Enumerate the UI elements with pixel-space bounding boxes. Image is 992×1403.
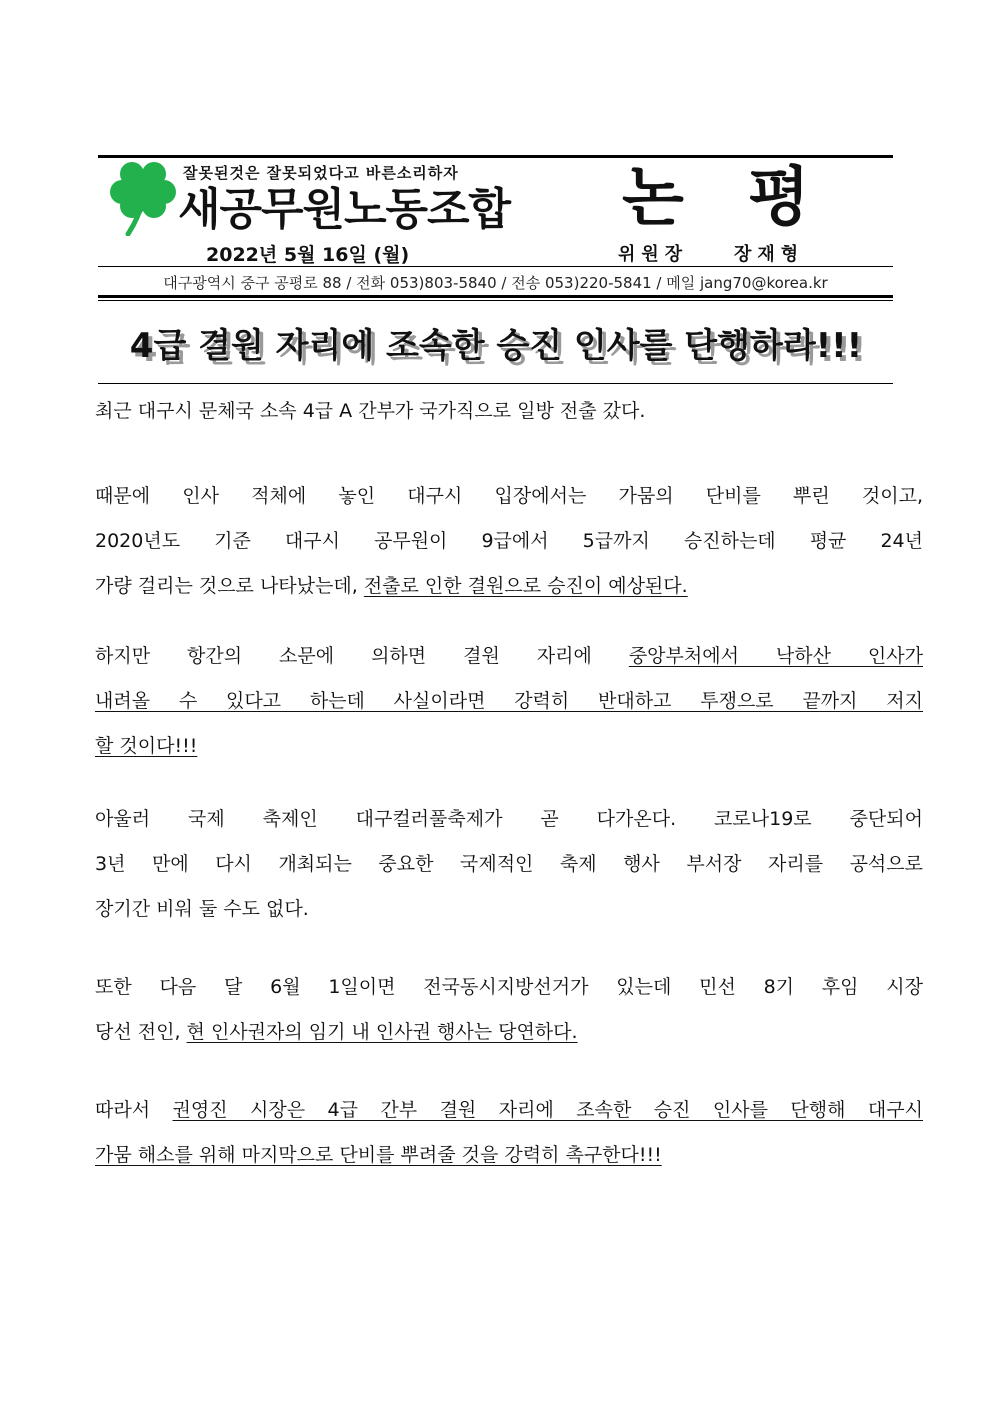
underlined-text: 중앙부처에서 낙하산 인사가	[628, 645, 923, 667]
underlined-text: 할 것이다!!!	[95, 735, 198, 757]
text-run: 따라서	[95, 1099, 173, 1121]
paragraph-line	[95, 1010, 923, 1055]
union-name: 새공무원노동조합	[178, 184, 511, 235]
paragraph-line	[95, 634, 923, 679]
contact-info: 대구광역시 중구 공평로 88 / 전화 053)803-5840 / 전송 053)220-5841 / 메일 jang70@korea.kr	[163, 274, 828, 292]
header-bottom-rule	[98, 295, 893, 298]
clover-icon	[110, 160, 176, 236]
text-run: 가량 걸리는 것으로 나타났는데,	[95, 575, 364, 597]
underlined-text: 현 인사권자의 임기 내 인사권 행사는 당연하다.	[186, 1021, 578, 1043]
paragraph-1	[95, 389, 923, 434]
underlined-text: 가뭄 해소를 위해 마지막으로 단비를 뿌려줄 것을 강력히 촉구한다!!!	[95, 1144, 662, 1166]
header-top-rule	[98, 155, 893, 158]
chairman-label: 위원장	[618, 244, 689, 265]
paragraph-line: 3년 만에 다시 개최되는 중요한 국제적인 축제 행사 부서장 자리를 공석으로	[95, 853, 923, 875]
underlined-text: 내려올 수 있다고 하는데 사실이라면 강력히 반대하고 투쟁으로 끝까지 저지	[95, 690, 923, 712]
paragraph-6	[95, 1088, 923, 1178]
text-run: 하지만 항간의 소문에 의하면 결원 자리에	[95, 645, 629, 667]
text-run: 당선 전인,	[95, 1021, 187, 1043]
underlined-text: 전출로 인한 결원으로 승진이 예상된다.	[363, 575, 688, 597]
paragraph-line: 때문에 인사 적체에 놓인 대구시 입장에서는 가뭄의 단비를 뿌린 것이고,	[95, 485, 923, 507]
issue-date: 2022년 5월 16일 (월)	[206, 244, 410, 266]
union-slogan: 잘못된것은 잘못되었다고 바른소리하자	[183, 164, 459, 182]
document-type: 논평	[622, 161, 874, 235]
paragraph-line: 최근 대구시 문체국 소속 4급 A 간부가 국가직으로 일방 전출 갔다.	[95, 400, 646, 422]
paragraph-4	[95, 797, 923, 932]
header-bottom-rule-thin	[98, 300, 893, 301]
paragraph-2	[95, 474, 923, 609]
paragraph-line	[95, 1133, 923, 1178]
paragraph-line: 장기간 비워 둘 수도 없다.	[95, 898, 309, 920]
underlined-text: 권영진 시장은 4급 간부 결원 자리에 조속한 승진 인사를 단행해 대구시	[172, 1099, 923, 1121]
headline-rule	[98, 383, 893, 384]
paragraph-line: 또한 다음 달 6월 1일이면 전국동시지방선거가 있는데 민선 8기 후임 시장	[95, 976, 923, 998]
paragraph-line	[95, 1088, 923, 1133]
paragraph-line	[95, 724, 923, 769]
paragraph-3	[95, 634, 923, 769]
headline: 4급 결원 자리에 조속한 승진 인사를 단행하라!!!	[129, 326, 863, 366]
paragraph-line	[95, 564, 923, 609]
chairman-name: 장재형	[734, 244, 805, 265]
paragraph-5	[95, 965, 923, 1055]
paragraph-line: 2020년도 기준 대구시 공무원이 9급에서 5급까지 승진하는데 평균 24년	[95, 530, 923, 552]
paragraph-line: 아울러 국제 축제인 대구컬러풀축제가 곧 다가온다. 코로나19로 중단되어	[95, 808, 923, 830]
